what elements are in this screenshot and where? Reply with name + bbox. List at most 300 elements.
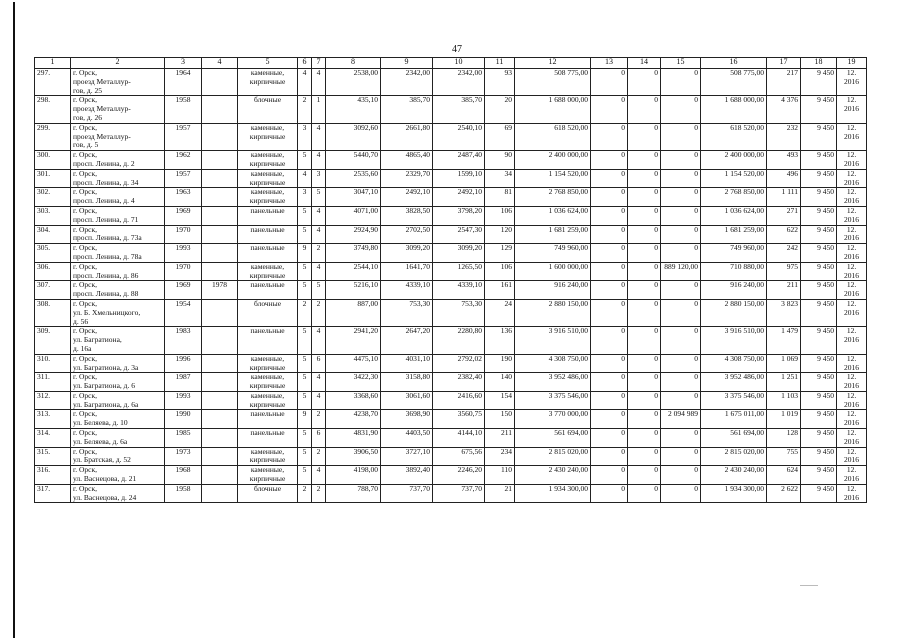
cell-col-15: 0 [661, 281, 701, 300]
cell-col-15: 0 [661, 169, 701, 188]
cell-floors: 5 [298, 466, 312, 485]
cell-year-built: 1958 [165, 484, 202, 503]
cell-col-15: 0 [661, 484, 701, 503]
cell-col-13: 0 [591, 299, 628, 326]
cell-cost-total: 916 240,00 [515, 281, 591, 300]
cell-unit-cost: 3 823 [767, 299, 801, 326]
cell-area-3: 4339,10 [433, 281, 485, 300]
cell-entrances: 2 [312, 299, 326, 326]
cell-col-14: 0 [628, 327, 661, 354]
cell-total-area: 435,10 [326, 96, 381, 123]
cell-year-built: 1973 [165, 447, 202, 466]
cell-total-area: 887,00 [326, 299, 381, 326]
cell-limit-cost: 9 450 [801, 354, 837, 373]
column-header-18: 18 [801, 58, 837, 69]
cell-year-commissioned [202, 169, 238, 188]
cell-deadline: 12. 2016 [837, 299, 867, 326]
cell-year-built: 1993 [165, 391, 202, 410]
cell-residents: 20 [485, 96, 515, 123]
cell-cost-total: 1 934 300,00 [515, 484, 591, 503]
cell-residents: 69 [485, 123, 515, 150]
cell-col-14: 0 [628, 354, 661, 373]
cell-total-area: 2941,20 [326, 327, 381, 354]
cell-col-13: 0 [591, 354, 628, 373]
cell-col-14: 0 [628, 281, 661, 300]
cell-unit-cost: 1 069 [767, 354, 801, 373]
cell-cost-total: 3 375 546,00 [515, 391, 591, 410]
cell-deadline: 12. 2016 [837, 188, 867, 207]
cell-year-built: 1993 [165, 244, 202, 263]
cell-limit-cost: 9 450 [801, 410, 837, 429]
cell-floors: 3 [298, 188, 312, 207]
cell-total-area: 2544,10 [326, 262, 381, 281]
table-row [35, 299, 867, 326]
cell-col-13: 0 [591, 391, 628, 410]
cell-address: г. Орск, ул. Васнецова, д. 24 [71, 484, 165, 503]
table-row [35, 244, 867, 263]
cell-area-2: 3892,40 [381, 466, 433, 485]
cell-col-15: 0 [661, 225, 701, 244]
cell-area-3: 1599,10 [433, 169, 485, 188]
cell-unit-cost: 1 251 [767, 373, 801, 392]
cell-floors: 4 [298, 169, 312, 188]
cell-year-commissioned [202, 225, 238, 244]
cell-entrances: 4 [312, 69, 326, 96]
cell-unit-cost: 217 [767, 69, 801, 96]
cell-row-number: 298. [35, 96, 71, 123]
cell-row-number: 312. [35, 391, 71, 410]
cell-col-15: 0 [661, 391, 701, 410]
cell-col-13: 0 [591, 466, 628, 485]
cell-limit-cost: 9 450 [801, 206, 837, 225]
cell-year-built: 1957 [165, 169, 202, 188]
cell-entrances: 4 [312, 151, 326, 170]
cell-row-number: 309. [35, 327, 71, 354]
cell-cost-total: 2 400 000,00 [515, 151, 591, 170]
cell-cost-total: 3 952 486,00 [515, 373, 591, 392]
cell-col-14: 0 [628, 429, 661, 448]
cell-col-15: 0 [661, 151, 701, 170]
cell-area-2: 3158,80 [381, 373, 433, 392]
cell-year-built: 1958 [165, 96, 202, 123]
cell-wall-material: панельные [238, 327, 298, 354]
cell-residents: 93 [485, 69, 515, 96]
cell-entrances: 2 [312, 410, 326, 429]
cell-area-2: 3099,20 [381, 244, 433, 263]
cell-unit-cost: 4 376 [767, 96, 801, 123]
table-row [35, 410, 867, 429]
cell-address: г. Орск, просп. Ленина, д. 73а [71, 225, 165, 244]
cell-unit-cost: 496 [767, 169, 801, 188]
table-row [35, 69, 867, 96]
cell-floors: 3 [298, 123, 312, 150]
cell-residents: 90 [485, 151, 515, 170]
cell-area-3: 2342,00 [433, 69, 485, 96]
cell-area-3: 2492,10 [433, 188, 485, 207]
cell-wall-material: блочные [238, 299, 298, 326]
cell-unit-cost: 2 622 [767, 484, 801, 503]
cell-residents: 120 [485, 225, 515, 244]
cell-unit-cost: 271 [767, 206, 801, 225]
cell-total-area: 4238,70 [326, 410, 381, 429]
cell-wall-material: каменные, кирпичные [238, 373, 298, 392]
column-header-14: 14 [628, 58, 661, 69]
table-row [35, 327, 867, 354]
cell-wall-material: каменные, кирпичные [238, 123, 298, 150]
cell-entrances: 5 [312, 281, 326, 300]
cell-col-15: 0 [661, 354, 701, 373]
cell-col-14: 0 [628, 447, 661, 466]
cell-year-commissioned [202, 151, 238, 170]
column-header-9: 9 [381, 58, 433, 69]
cell-deadline: 12. 2016 [837, 244, 867, 263]
cell-row-number: 300. [35, 151, 71, 170]
cell-area-3: 675,56 [433, 447, 485, 466]
cell-row-number: 311. [35, 373, 71, 392]
cell-floors: 5 [298, 281, 312, 300]
cell-col-14: 0 [628, 484, 661, 503]
cell-deadline: 12. 2016 [837, 484, 867, 503]
cell-deadline: 12. 2016 [837, 447, 867, 466]
cell-row-number: 301. [35, 169, 71, 188]
cell-area-2: 3727,10 [381, 447, 433, 466]
cell-row-number: 313. [35, 410, 71, 429]
cell-col-13: 0 [591, 96, 628, 123]
cell-limit-cost: 9 450 [801, 169, 837, 188]
cell-area-3: 4144,10 [433, 429, 485, 448]
column-header-11: 11 [485, 58, 515, 69]
cell-year-commissioned [202, 299, 238, 326]
cell-entrances: 2 [312, 447, 326, 466]
cell-address: г. Орск, ул. Братская, д. 52 [71, 447, 165, 466]
cell-cost-16: 2 430 240,00 [701, 466, 767, 485]
cell-deadline: 12. 2016 [837, 373, 867, 392]
cell-row-number: 317. [35, 484, 71, 503]
cell-year-built: 1968 [165, 466, 202, 485]
column-header-17: 17 [767, 58, 801, 69]
cell-col-14: 0 [628, 299, 661, 326]
cell-wall-material: панельные [238, 281, 298, 300]
cell-floors: 2 [298, 299, 312, 326]
cell-col-15: 889 120,00 [661, 262, 701, 281]
cell-unit-cost: 624 [767, 466, 801, 485]
cell-year-built: 1954 [165, 299, 202, 326]
page-number: 47 [452, 44, 462, 55]
cell-limit-cost: 9 450 [801, 96, 837, 123]
cell-row-number: 302. [35, 188, 71, 207]
column-header-8: 8 [326, 58, 381, 69]
cell-cost-total: 1 600 000,00 [515, 262, 591, 281]
cell-total-area: 4071,00 [326, 206, 381, 225]
cell-col-13: 0 [591, 244, 628, 263]
column-header-19: 19 [837, 58, 867, 69]
cell-deadline: 12. 2016 [837, 429, 867, 448]
cell-deadline: 12. 2016 [837, 225, 867, 244]
cell-entrances: 2 [312, 244, 326, 263]
cell-unit-cost: 755 [767, 447, 801, 466]
column-header-16: 16 [701, 58, 767, 69]
cell-area-3: 3560,75 [433, 410, 485, 429]
column-header-7: 7 [312, 58, 326, 69]
cell-year-commissioned [202, 466, 238, 485]
cell-col-13: 0 [591, 151, 628, 170]
cell-total-area: 3749,80 [326, 244, 381, 263]
cell-year-built: 1964 [165, 69, 202, 96]
cell-unit-cost: 1 103 [767, 391, 801, 410]
cell-area-2: 737,70 [381, 484, 433, 503]
cell-limit-cost: 9 450 [801, 123, 837, 150]
cell-col-15: 0 [661, 447, 701, 466]
cell-year-commissioned [202, 373, 238, 392]
cell-address: г. Орск, проезд Металлур- гов, д. 5 [71, 123, 165, 150]
cell-area-2: 4865,40 [381, 151, 433, 170]
cell-floors: 5 [298, 206, 312, 225]
cell-unit-cost: 1 019 [767, 410, 801, 429]
cell-row-number: 316. [35, 466, 71, 485]
cell-year-commissioned [202, 429, 238, 448]
cell-deadline: 12. 2016 [837, 123, 867, 150]
cell-col-13: 0 [591, 484, 628, 503]
cell-limit-cost: 9 450 [801, 225, 837, 244]
cell-wall-material: панельные [238, 225, 298, 244]
cell-cost-16: 1 036 624,00 [701, 206, 767, 225]
cell-unit-cost: 232 [767, 123, 801, 150]
cell-unit-cost: 1 111 [767, 188, 801, 207]
cell-wall-material: каменные, кирпичные [238, 447, 298, 466]
margin-mark [800, 585, 818, 586]
cell-residents: 140 [485, 373, 515, 392]
cell-wall-material: каменные, кирпичные [238, 169, 298, 188]
cell-floors: 2 [298, 96, 312, 123]
cell-col-15: 0 [661, 96, 701, 123]
cell-wall-material: каменные, кирпичные [238, 188, 298, 207]
cell-cost-total: 1 688 000,00 [515, 96, 591, 123]
cell-limit-cost: 9 450 [801, 373, 837, 392]
cell-row-number: 308. [35, 299, 71, 326]
cell-col-14: 0 [628, 169, 661, 188]
cell-wall-material: каменные, кирпичные [238, 69, 298, 96]
column-header-6: 6 [298, 58, 312, 69]
cell-total-area: 2538,00 [326, 69, 381, 96]
cell-wall-material: каменные, кирпичные [238, 151, 298, 170]
cell-wall-material: каменные, кирпичные [238, 391, 298, 410]
cell-row-number: 315. [35, 447, 71, 466]
column-header-5: 5 [238, 58, 298, 69]
cell-col-15: 0 [661, 466, 701, 485]
cell-year-commissioned [202, 69, 238, 96]
cell-year-commissioned [202, 354, 238, 373]
cell-area-2: 2329,70 [381, 169, 433, 188]
cell-residents: 106 [485, 206, 515, 225]
cell-area-3: 385,70 [433, 96, 485, 123]
column-header-12: 12 [515, 58, 591, 69]
cell-floors: 5 [298, 429, 312, 448]
cell-floors: 5 [298, 354, 312, 373]
cell-limit-cost: 9 450 [801, 466, 837, 485]
cell-year-commissioned [202, 410, 238, 429]
cell-deadline: 12. 2016 [837, 391, 867, 410]
cell-entrances: 6 [312, 429, 326, 448]
cell-col-14: 0 [628, 262, 661, 281]
cell-col-15: 0 [661, 244, 701, 263]
cell-deadline: 12. 2016 [837, 466, 867, 485]
table-row [35, 354, 867, 373]
cell-limit-cost: 9 450 [801, 244, 837, 263]
cell-cost-16: 710 880,00 [701, 262, 767, 281]
cell-wall-material: блочные [238, 484, 298, 503]
cell-cost-total: 2 768 850,00 [515, 188, 591, 207]
cell-area-3: 753,30 [433, 299, 485, 326]
column-header-15: 15 [661, 58, 701, 69]
cell-deadline: 12. 2016 [837, 69, 867, 96]
cell-entrances: 4 [312, 225, 326, 244]
cell-year-commissioned [202, 96, 238, 123]
cell-year-built: 1970 [165, 262, 202, 281]
cell-total-area: 3906,50 [326, 447, 381, 466]
cell-limit-cost: 9 450 [801, 484, 837, 503]
cell-area-3: 2487,40 [433, 151, 485, 170]
cell-cost-total: 618 520,00 [515, 123, 591, 150]
housing-register-table [34, 57, 867, 503]
cell-floors: 5 [298, 391, 312, 410]
cell-col-13: 0 [591, 188, 628, 207]
cell-unit-cost: 975 [767, 262, 801, 281]
cell-total-area: 3047,10 [326, 188, 381, 207]
cell-address: г. Орск, ул. Багратиона, д. 6а [71, 391, 165, 410]
cell-area-3: 2416,60 [433, 391, 485, 410]
cell-row-number: 303. [35, 206, 71, 225]
binding-line [13, 2, 15, 638]
cell-deadline: 12. 2016 [837, 410, 867, 429]
cell-address: г. Орск, ул. Б. Хмельницкого, д. 56 [71, 299, 165, 326]
cell-cost-16: 2 880 150,00 [701, 299, 767, 326]
cell-address: г. Орск, просп. Ленина, д. 86 [71, 262, 165, 281]
cell-area-3: 3099,20 [433, 244, 485, 263]
cell-year-built: 1969 [165, 206, 202, 225]
cell-area-3: 2792,02 [433, 354, 485, 373]
cell-cost-total: 1 681 259,00 [515, 225, 591, 244]
cell-area-3: 3798,20 [433, 206, 485, 225]
cell-row-number: 304. [35, 225, 71, 244]
cell-floors: 5 [298, 327, 312, 354]
column-header-13: 13 [591, 58, 628, 69]
cell-area-2: 2661,80 [381, 123, 433, 150]
cell-unit-cost: 493 [767, 151, 801, 170]
cell-cost-total: 2 430 240,00 [515, 466, 591, 485]
table-row [35, 206, 867, 225]
table-row [35, 96, 867, 123]
cell-entrances: 4 [312, 391, 326, 410]
table-row [35, 391, 867, 410]
cell-col-14: 0 [628, 410, 661, 429]
table-row [35, 188, 867, 207]
cell-area-2: 3061,60 [381, 391, 433, 410]
cell-area-3: 2246,20 [433, 466, 485, 485]
cell-unit-cost: 242 [767, 244, 801, 263]
cell-cost-total: 508 775,00 [515, 69, 591, 96]
cell-row-number: 297. [35, 69, 71, 96]
cell-cost-16: 749 960,00 [701, 244, 767, 263]
cell-deadline: 12. 2016 [837, 354, 867, 373]
cell-total-area: 5440,70 [326, 151, 381, 170]
table-row [35, 447, 867, 466]
cell-year-built: 1969 [165, 281, 202, 300]
cell-year-commissioned: 1978 [202, 281, 238, 300]
cell-year-built: 1990 [165, 410, 202, 429]
cell-col-14: 0 [628, 123, 661, 150]
cell-entrances: 6 [312, 354, 326, 373]
cell-row-number: 307. [35, 281, 71, 300]
cell-col-14: 0 [628, 244, 661, 263]
cell-col-13: 0 [591, 225, 628, 244]
cell-wall-material: панельные [238, 410, 298, 429]
cell-residents: 34 [485, 169, 515, 188]
cell-residents: 234 [485, 447, 515, 466]
cell-floors: 5 [298, 373, 312, 392]
cell-col-14: 0 [628, 151, 661, 170]
cell-floors: 5 [298, 225, 312, 244]
cell-col-13: 0 [591, 447, 628, 466]
cell-year-built: 1963 [165, 188, 202, 207]
column-number-row [35, 58, 867, 69]
cell-row-number: 314. [35, 429, 71, 448]
table-row [35, 429, 867, 448]
cell-residents: 154 [485, 391, 515, 410]
cell-cost-16: 3 916 510,00 [701, 327, 767, 354]
cell-year-commissioned [202, 244, 238, 263]
cell-limit-cost: 9 450 [801, 188, 837, 207]
cell-entrances: 4 [312, 262, 326, 281]
cell-entrances: 5 [312, 188, 326, 207]
cell-floors: 2 [298, 484, 312, 503]
cell-cost-total: 4 308 750,00 [515, 354, 591, 373]
cell-residents: 81 [485, 188, 515, 207]
cell-limit-cost: 9 450 [801, 151, 837, 170]
cell-entrances: 1 [312, 96, 326, 123]
table-row [35, 169, 867, 188]
cell-row-number: 305. [35, 244, 71, 263]
cell-year-commissioned [202, 262, 238, 281]
cell-cost-total: 3 916 510,00 [515, 327, 591, 354]
cell-cost-16: 508 775,00 [701, 69, 767, 96]
cell-cost-total: 3 770 000,00 [515, 410, 591, 429]
cell-wall-material: каменные, кирпичные [238, 354, 298, 373]
cell-area-3: 2382,40 [433, 373, 485, 392]
cell-address: г. Орск, ул. Беляева, д. 6а [71, 429, 165, 448]
cell-floors: 5 [298, 447, 312, 466]
cell-area-3: 2280,80 [433, 327, 485, 354]
cell-col-14: 0 [628, 373, 661, 392]
cell-residents: 161 [485, 281, 515, 300]
cell-area-2: 2647,20 [381, 327, 433, 354]
table-row [35, 123, 867, 150]
cell-entrances: 4 [312, 327, 326, 354]
cell-residents: 136 [485, 327, 515, 354]
cell-year-built: 1985 [165, 429, 202, 448]
cell-total-area: 4831,90 [326, 429, 381, 448]
cell-cost-16: 1 675 011,00 [701, 410, 767, 429]
cell-col-15: 0 [661, 123, 701, 150]
table-row [35, 373, 867, 392]
cell-cost-16: 1 154 520,00 [701, 169, 767, 188]
cell-cost-16: 3 952 486,00 [701, 373, 767, 392]
cell-entrances: 4 [312, 466, 326, 485]
cell-unit-cost: 622 [767, 225, 801, 244]
cell-area-2: 3828,50 [381, 206, 433, 225]
cell-wall-material: каменные, кирпичные [238, 262, 298, 281]
cell-deadline: 12. 2016 [837, 327, 867, 354]
cell-total-area: 5216,10 [326, 281, 381, 300]
